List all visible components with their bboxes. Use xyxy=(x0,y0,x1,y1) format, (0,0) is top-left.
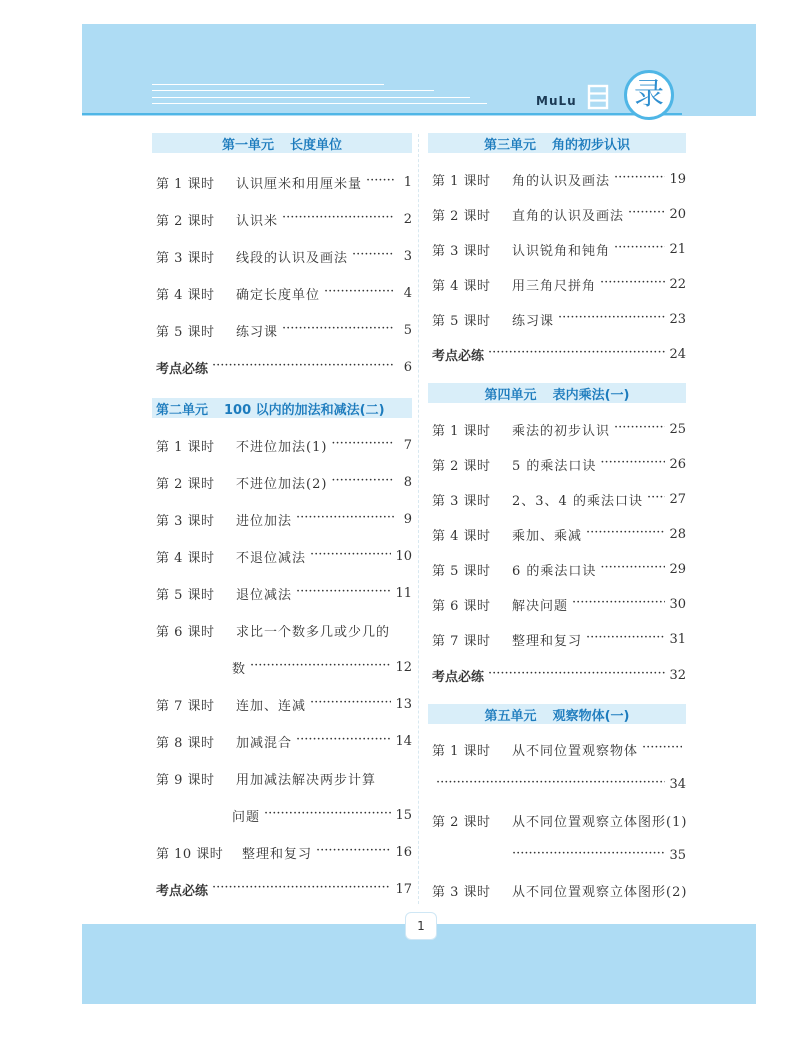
leader-dots xyxy=(628,207,665,221)
page-number: 31 xyxy=(669,631,686,647)
page-number: 26 xyxy=(669,456,686,472)
toc-entry[interactable] xyxy=(156,209,412,229)
toc-entry[interactable] xyxy=(156,246,412,266)
leader-dots xyxy=(310,697,391,711)
unit-header-3 xyxy=(428,133,686,153)
lesson-title: 乘加、乘减 xyxy=(512,528,583,544)
lesson-label: 第 9 课时 xyxy=(156,772,215,788)
lesson-title: 不退位减法 xyxy=(236,550,307,566)
unit-topic: 长度单位 xyxy=(290,137,343,153)
page-number: 24 xyxy=(669,346,686,362)
page-number: 14 xyxy=(395,733,412,749)
toc-entry[interactable] xyxy=(432,739,686,759)
lesson-label: 第 3 课时 xyxy=(156,250,215,266)
lesson-label: 第 1 课时 xyxy=(156,439,215,455)
review-entry[interactable] xyxy=(432,665,686,685)
lesson-title: 求比一个数多几或少几的 xyxy=(236,624,391,640)
unit-topic: 角的初步认识 xyxy=(552,137,631,153)
lesson-label: 第 3 课时 xyxy=(432,884,491,900)
lesson-title: 从不同位置观察立体图形(1) xyxy=(512,814,688,830)
review-entry[interactable] xyxy=(432,344,686,364)
lesson-title: 连加、连减 xyxy=(236,698,307,714)
page-number: 22 xyxy=(669,276,686,292)
lesson-label: 第 5 课时 xyxy=(156,324,215,340)
leader-dots xyxy=(488,668,665,682)
review-title: 考点必练 xyxy=(156,361,209,377)
lu-char: 录 xyxy=(634,77,664,112)
lesson-title: 练习课 xyxy=(236,324,279,340)
lesson-label: 第 2 课时 xyxy=(432,814,491,830)
page-number: 28 xyxy=(669,526,686,542)
leader-dots xyxy=(572,597,665,611)
lesson-label: 第 4 课时 xyxy=(432,528,491,544)
column-divider xyxy=(418,134,420,904)
page-number: 32 xyxy=(669,667,686,683)
lesson-title: 用加减法解决两步计算 xyxy=(236,772,377,788)
lesson-label: 第 2 课时 xyxy=(156,476,215,492)
lesson-label: 第 8 课时 xyxy=(156,735,215,751)
lesson-label: 第 5 课时 xyxy=(432,313,491,329)
lesson-title: 直角的认识及画法 xyxy=(512,208,625,224)
leader-dots xyxy=(600,277,665,291)
leader-dots xyxy=(331,475,394,489)
lesson-title: 不进位加法(1) xyxy=(236,439,328,455)
leader-dots xyxy=(614,172,665,186)
leader-dots xyxy=(250,660,391,674)
page-number: 21 xyxy=(669,241,686,257)
unit-topic: 观察物体(一) xyxy=(552,708,630,724)
leader-dots xyxy=(600,457,665,471)
lesson-title: 认识米 xyxy=(236,213,279,229)
leader-dots xyxy=(436,777,665,791)
lesson-label: 第 2 课时 xyxy=(432,458,491,474)
mulu-label: MuLu xyxy=(536,94,577,108)
lesson-label: 第 1 课时 xyxy=(432,173,491,189)
page-number: 17 xyxy=(395,881,412,897)
leader-dots xyxy=(296,512,394,526)
page-number: 7 xyxy=(403,437,412,453)
lu-badge xyxy=(624,70,674,120)
unit-name: 第二单元 xyxy=(156,402,209,418)
page-number: 34 xyxy=(669,776,686,792)
leader-dots xyxy=(282,323,394,337)
leader-dots xyxy=(296,734,391,748)
review-entry[interactable] xyxy=(156,357,412,377)
toc-entry[interactable] xyxy=(432,204,686,224)
unit-topic: 表内乘法(一) xyxy=(552,387,630,403)
toc-entry[interactable] xyxy=(156,472,412,492)
toc-entry[interactable] xyxy=(156,731,412,751)
page-number: 16 xyxy=(395,844,412,860)
lesson-title: 用三角尺拼角 xyxy=(512,278,597,294)
page-number: 9 xyxy=(403,511,412,527)
page-number: 5 xyxy=(403,322,412,338)
lesson-label: 第 1 课时 xyxy=(432,743,491,759)
toc-entry[interactable] xyxy=(156,583,412,603)
page-number: 29 xyxy=(669,561,686,577)
page-number: 20 xyxy=(669,206,686,222)
toc-entry[interactable] xyxy=(432,489,686,509)
lesson-title: 不进位加法(2) xyxy=(236,476,328,492)
lesson-title: 线段的认识及画法 xyxy=(236,250,349,266)
leader-dots xyxy=(558,312,665,326)
review-title: 考点必练 xyxy=(432,669,485,685)
page-number: 23 xyxy=(669,311,686,327)
unit-name: 第五单元 xyxy=(484,708,537,724)
page-number: 1 xyxy=(403,174,412,190)
toc-entry[interactable] xyxy=(432,239,686,259)
leader-dots xyxy=(352,249,394,263)
toc-entry[interactable] xyxy=(432,169,686,189)
lesson-label: 第 10 课时 xyxy=(156,846,224,862)
page-number: 4 xyxy=(403,285,412,301)
toc-entry-continued[interactable] xyxy=(156,657,412,677)
page-number: 30 xyxy=(669,596,686,612)
lesson-label: 第 4 课时 xyxy=(432,278,491,294)
page-number: 13 xyxy=(395,696,412,712)
toc-entry[interactable] xyxy=(432,880,686,900)
lesson-title: 乘法的初步认识 xyxy=(512,423,611,439)
toc-entry[interactable] xyxy=(432,524,686,544)
toc-entry[interactable] xyxy=(432,810,686,830)
lesson-label: 第 4 课时 xyxy=(156,287,215,303)
page-number: 6 xyxy=(403,359,412,375)
toc-entry[interactable] xyxy=(432,454,686,474)
unit-name: 第一单元 xyxy=(221,137,274,153)
leader-dots xyxy=(614,242,665,256)
leader-dots xyxy=(586,527,665,541)
leader-dots xyxy=(331,438,394,452)
lesson-label: 第 3 课时 xyxy=(156,513,215,529)
lesson-title: 5 的乘法口诀 xyxy=(512,458,597,474)
page-number: 11 xyxy=(395,585,412,601)
lesson-label: 第 3 课时 xyxy=(432,493,491,509)
lesson-label: 第 2 课时 xyxy=(156,213,215,229)
unit-topic: 100 以内的加法和减法(二) xyxy=(224,402,385,418)
lesson-title: 进位加法 xyxy=(236,513,293,529)
page-number: 12 xyxy=(395,659,412,675)
toc-entry[interactable] xyxy=(156,509,412,529)
page-number: 25 xyxy=(669,421,686,437)
lesson-label: 第 7 课时 xyxy=(432,633,491,649)
review-entry[interactable] xyxy=(156,879,412,899)
unit-name: 第四单元 xyxy=(484,387,537,403)
lesson-title: 整理和复习 xyxy=(512,633,583,649)
toc-entry-continued[interactable] xyxy=(432,845,686,865)
page-number: 8 xyxy=(403,474,412,490)
toc-entry[interactable] xyxy=(156,842,412,862)
toc-entry[interactable] xyxy=(156,768,412,788)
lesson-label: 第 3 课时 xyxy=(432,243,491,259)
lesson-label: 第 6 课时 xyxy=(432,598,491,614)
toc-entry[interactable] xyxy=(156,435,412,455)
leader-dots xyxy=(212,882,391,896)
lesson-title: 2、3、4 的乘法口诀 xyxy=(512,493,643,509)
page-number: 19 xyxy=(669,171,686,187)
unit-name: 第三单元 xyxy=(483,137,536,153)
toc-entry[interactable] xyxy=(156,620,412,640)
toc-entry[interactable] xyxy=(432,559,686,579)
leader-dots xyxy=(600,562,665,576)
leader-dots xyxy=(512,848,665,862)
lesson-title: 解决问题 xyxy=(512,598,569,614)
mu-glyph-icon xyxy=(585,84,611,110)
leader-dots xyxy=(264,808,391,822)
leader-dots xyxy=(488,347,665,361)
lesson-title: 整理和复习 xyxy=(242,846,313,862)
lesson-title: 认识锐角和钝角 xyxy=(512,243,611,259)
lesson-label: 第 5 课时 xyxy=(156,587,215,603)
leader-dots xyxy=(310,549,391,563)
lesson-label: 第 7 课时 xyxy=(156,698,215,714)
toc-entry[interactable] xyxy=(156,283,412,303)
page-number: 27 xyxy=(669,491,686,507)
lesson-title: 确定长度单位 xyxy=(236,287,321,303)
lesson-label: 第 5 课时 xyxy=(432,563,491,579)
toc-entry[interactable] xyxy=(432,419,686,439)
lesson-title: 练习课 xyxy=(512,313,555,329)
toc-entry[interactable] xyxy=(432,629,686,649)
lesson-title-continued: 问题 xyxy=(232,809,261,825)
lesson-title: 角的认识及画法 xyxy=(512,173,611,189)
unit-header-5 xyxy=(428,704,686,724)
leader-dots xyxy=(324,286,394,300)
leader-dots xyxy=(212,360,394,374)
lesson-label: 第 6 课时 xyxy=(156,624,215,640)
toc-entry[interactable] xyxy=(156,172,412,192)
review-title: 考点必练 xyxy=(156,883,209,899)
leader-dots xyxy=(586,632,665,646)
leader-dots xyxy=(642,742,682,756)
toc-entry[interactable] xyxy=(156,546,412,566)
lesson-label: 第 1 课时 xyxy=(156,176,215,192)
toc-entry-continued[interactable] xyxy=(432,774,686,794)
lesson-title: 从不同位置观察立体图形(2) xyxy=(512,884,688,900)
page-number: 3 xyxy=(403,248,412,264)
lesson-title: 从不同位置观察物体 xyxy=(512,743,639,759)
lesson-title-continued: 数 xyxy=(232,661,247,677)
lesson-title: 认识厘米和用厘米量 xyxy=(236,176,363,192)
header-underline xyxy=(82,113,682,115)
toc-entry[interactable] xyxy=(432,274,686,294)
page-number: 15 xyxy=(395,807,412,823)
lesson-title: 6 的乘法口诀 xyxy=(512,563,597,579)
lesson-title: 加减混合 xyxy=(236,735,293,751)
leader-dots xyxy=(366,175,394,189)
leader-dots xyxy=(282,212,394,226)
lesson-label: 第 4 课时 xyxy=(156,550,215,566)
lesson-label: 第 2 课时 xyxy=(432,208,491,224)
page-number: 10 xyxy=(395,548,412,564)
toc-entry-continued[interactable] xyxy=(156,805,412,825)
toc-entry[interactable] xyxy=(432,309,686,329)
lesson-title: 退位减法 xyxy=(236,587,293,603)
leader-dots xyxy=(614,422,665,436)
unit-header-1 xyxy=(152,133,412,153)
page-number-badge: 1 xyxy=(405,912,437,940)
unit-header-4 xyxy=(428,383,686,403)
page-number: 2 xyxy=(403,211,412,227)
toc-entry[interactable] xyxy=(156,320,412,340)
lesson-label: 第 1 课时 xyxy=(432,423,491,439)
unit-header-2 xyxy=(152,398,412,418)
leader-dots xyxy=(316,845,391,859)
leader-dots xyxy=(296,586,391,600)
leader-dots xyxy=(647,492,666,506)
page-number: 35 xyxy=(669,847,686,863)
toc-entry[interactable] xyxy=(156,694,412,714)
review-title: 考点必练 xyxy=(432,348,485,364)
toc-entry[interactable] xyxy=(432,594,686,614)
